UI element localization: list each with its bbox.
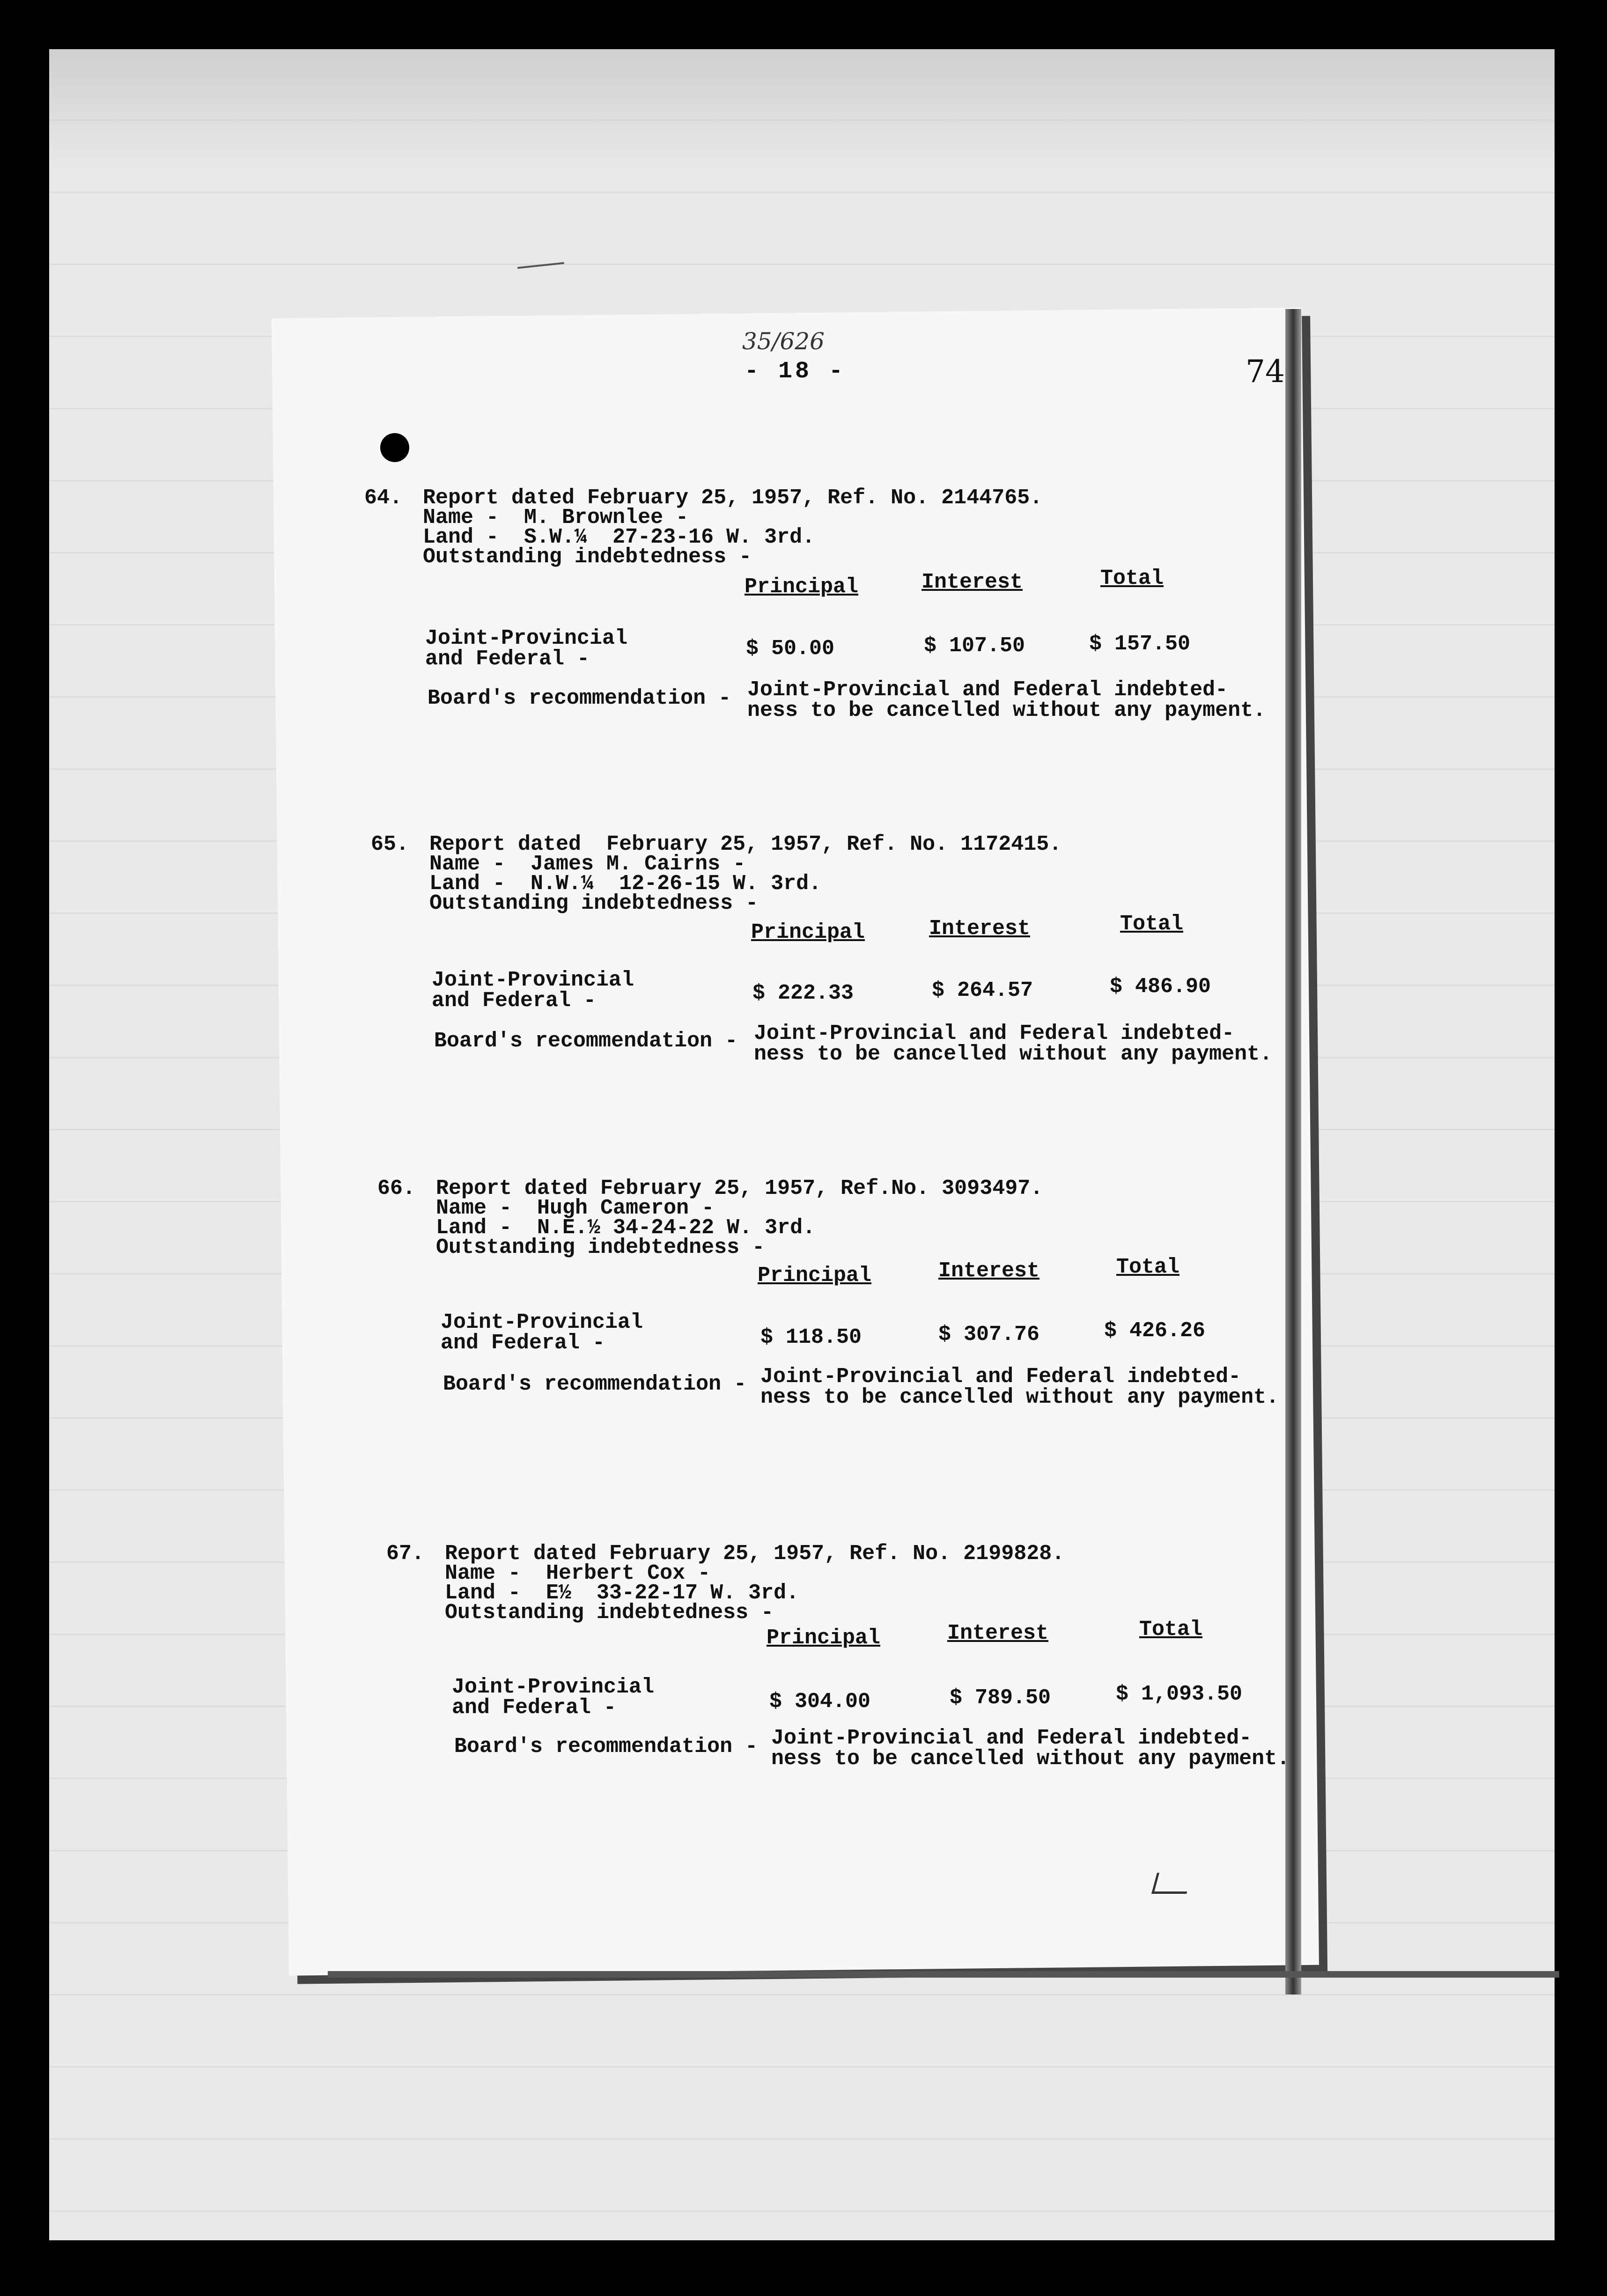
recommendation-line-2: ness to be cancelled without any payment. [771, 1747, 1290, 1771]
entry-64 [364, 487, 1301, 740]
interest-header: Interest [938, 1259, 1040, 1283]
recommendation-label: Board's recommendation - [434, 1029, 738, 1053]
debt-label-2: and Federal - [441, 1331, 605, 1355]
debt-label-1: Joint-Provincial [452, 1675, 655, 1699]
principal-header: Principal [767, 1626, 881, 1650]
report-line: Report dated February 25, 1957, Ref. No. 2144765. [423, 486, 1043, 510]
entry-67 [386, 1543, 1323, 1796]
land-line: Land - S.W.¼ 27-23-16 W. 3rd. [423, 525, 815, 549]
principal-header: Principal [745, 575, 859, 599]
name-line: Name - M. Brownlee - [423, 506, 689, 530]
principal-header: Principal [758, 1264, 872, 1288]
recommendation-line-1: Joint-Provincial and Federal indebted- [760, 1365, 1241, 1389]
name-line: Name - Hugh Cameron - [436, 1196, 715, 1220]
land-line: Land - E½ 33-22-17 W. 3rd. [445, 1581, 799, 1605]
recommendation-line-1: Joint-Provincial and Federal indebted- [754, 1022, 1235, 1045]
name-line: Name - Herbert Cox - [445, 1561, 711, 1585]
land-line: Land - N.W.¼ 12-26-15 W. 3rd. [429, 872, 822, 896]
total-amount: $ 157.50 [1089, 632, 1191, 656]
handwritten-reference: 35/626 [742, 328, 825, 355]
recommendation-line-1: Joint-Provincial and Federal indebted- [771, 1726, 1252, 1750]
recommendation-label: Board's recommendation - [454, 1735, 758, 1759]
land-line: Land - N.E.½ 34-24-22 W. 3rd. [436, 1216, 816, 1240]
backing-shade [49, 49, 1555, 171]
total-amount: $ 486.90 [1110, 975, 1211, 999]
pencil-mark [1151, 1873, 1192, 1894]
outstanding-line: Outstanding indebtedness - [423, 545, 752, 569]
recommendation-line-1: Joint-Provincial and Federal indebted- [747, 678, 1228, 702]
entry-number: 65. [371, 832, 409, 856]
principal-amount: $ 50.00 [746, 637, 835, 661]
debt-label-2: and Federal - [425, 647, 590, 671]
recommendation-line-2: ness to be cancelled without any payment. [754, 1042, 1273, 1066]
principal-amount: $ 304.00 [769, 1690, 871, 1714]
total-header: Total [1116, 1255, 1180, 1279]
recommendation-label: Board's recommendation - [443, 1372, 747, 1396]
principal-amount: $ 222.33 [752, 981, 854, 1005]
punch-hole [380, 433, 409, 462]
debt-label-2: and Federal - [432, 989, 597, 1013]
interest-amount: $ 107.50 [924, 634, 1025, 658]
interest-amount: $ 264.57 [932, 979, 1033, 1002]
entry-65 [371, 833, 1307, 1086]
outstanding-line: Outstanding indebtedness - [436, 1236, 765, 1259]
debt-label-1: Joint-Provincial [425, 626, 628, 650]
interest-amount: $ 307.76 [938, 1323, 1040, 1347]
debt-label-2: and Federal - [452, 1696, 617, 1720]
report-line: Report dated February 25, 1957, Ref. No. 2199828. [445, 1542, 1065, 1566]
recommendation-label: Board's recommendation - [428, 686, 731, 710]
name-line: Name - James M. Cairns - [429, 852, 746, 876]
total-header: Total [1100, 567, 1164, 590]
interest-amount: $ 789.50 [950, 1686, 1051, 1710]
entry-66 [377, 1177, 1314, 1430]
outstanding-line: Outstanding indebtedness - [445, 1601, 774, 1625]
page-edge-bottom [328, 1971, 1559, 1978]
total-amount: $ 1,093.50 [1116, 1682, 1243, 1706]
total-header: Total [1139, 1618, 1203, 1641]
principal-header: Principal [751, 920, 865, 944]
total-amount: $ 426.26 [1104, 1319, 1206, 1343]
folio-number: 74 [1246, 353, 1285, 390]
report-line: Report dated February 25, 1957, Ref. No. 1172415. [429, 832, 1062, 856]
report-line: Report dated February 25, 1957, Ref.No. 3093497. [436, 1177, 1043, 1200]
debt-label-1: Joint-Provincial [432, 968, 634, 992]
recommendation-line-2: ness to be cancelled without any payment. [747, 699, 1266, 722]
interest-header: Interest [929, 917, 1031, 941]
outstanding-line: Outstanding indebtedness - [429, 891, 759, 915]
interest-header: Interest [921, 570, 1023, 594]
total-header: Total [1120, 912, 1184, 936]
entry-number: 66. [377, 1177, 416, 1200]
principal-amount: $ 118.50 [760, 1325, 862, 1349]
interest-header: Interest [947, 1621, 1049, 1645]
debt-label-1: Joint-Provincial [441, 1310, 643, 1334]
page-number: - 18 - [745, 358, 846, 385]
entry-number: 67. [386, 1542, 425, 1566]
entry-number: 64. [364, 486, 403, 510]
recommendation-line-2: ness to be cancelled without any payment. [760, 1385, 1279, 1409]
